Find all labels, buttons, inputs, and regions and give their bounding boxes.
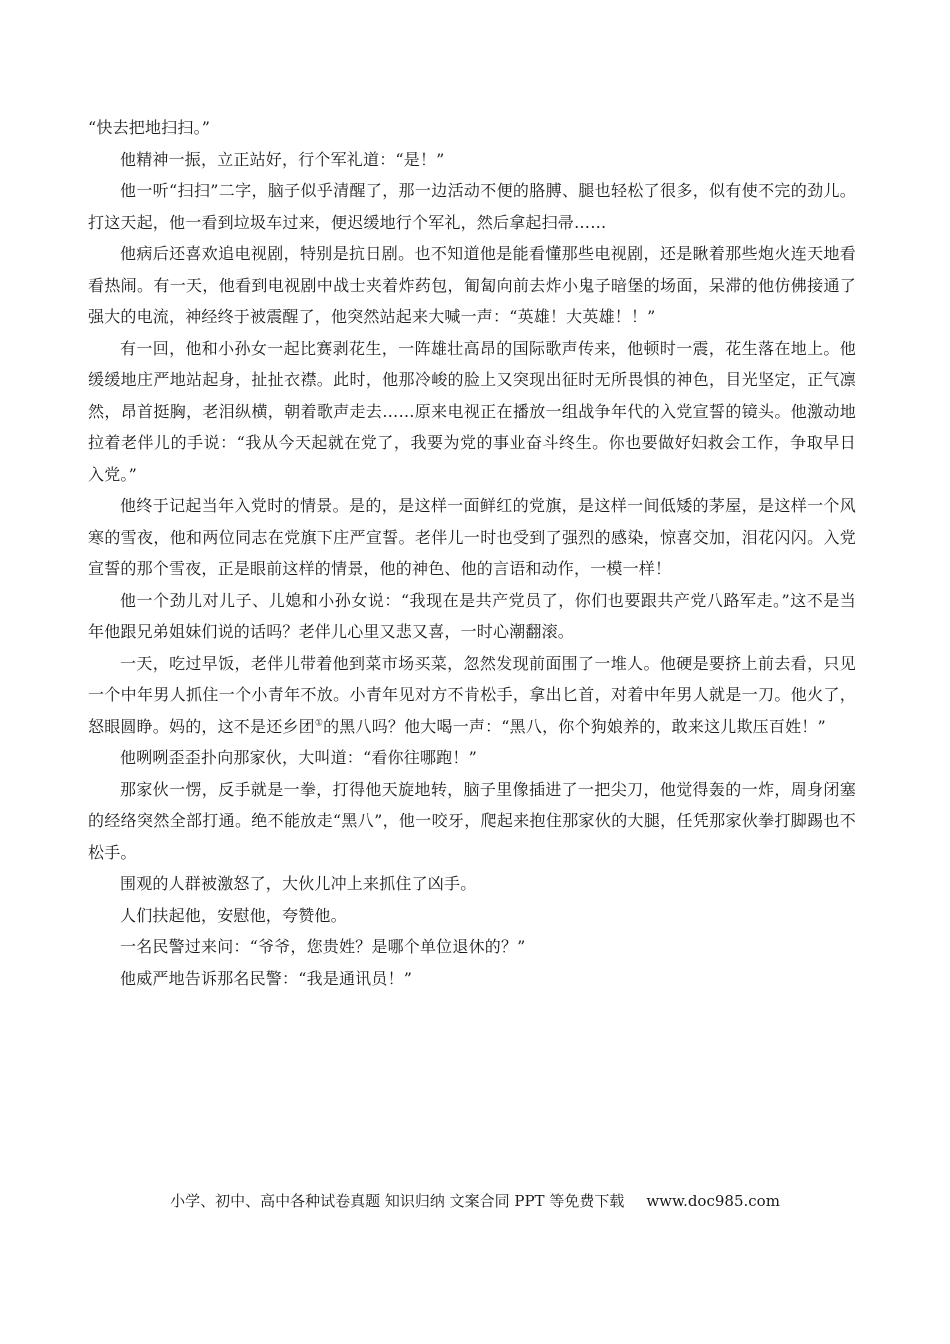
footnote-reference: ① <box>314 718 324 729</box>
paragraph: 有一回，他和小孙女一起比赛剥花生，一阵雄壮高昂的国际歌声传来，他顿时一震，花生落在地上。他缓缓地庄严地站起身，扯扯衣襟。此时，他那冷峻的脸上又突现出征时无所畏惧的神色，目光坚定，正气凛然，昂首挺胸，老泪纵横，朝着歌声走去……原来电视正在播放一组战争年代的入党宣誓的镜头。他激动地拉着老伴儿的手说：“我从今天起就在党了，我要为党的事业奋斗终生。你也要做好妇救会工作，争取早日入党。” <box>88 338 856 484</box>
paragraph: “快去把地扫扫。” <box>88 118 211 137</box>
paragraph-text: 一天，吃过早饭，老伴儿带着他到菜市场买菜，忽然发现前面围了一堆人。他硬是要挤上前去看，只见一个中年男人抓住一个小青年不放。小青年见对方不肯松手，拿出匕首，对着中年男人就是一刀。他火了，怒眼圆睁。妈的，这不是还乡团 <box>88 653 856 736</box>
paragraph: 他咧咧歪歪扑向那家伙，大叫道：“看你往哪跑！” <box>120 748 477 767</box>
paragraph: 他精神一振，立正站好，行个军礼道：“是！” <box>120 149 445 169</box>
paragraph: 他终于记起当年入党时的情景。是的，是这样一面鲜红的党旗，是这样一间低矮的茅屋，是这样一个风寒的雪夜，他和两位同志在党旗下庄严宣誓。老伴儿一时也受到了强烈的感染，惊喜交加，泪花闪闪。入党宣誓的那个雪夜，正是眼前这样的情景，他的神色、他的言语和动作，一模一样！ <box>88 496 856 578</box>
footer-text: 小学、初中、高中各种试卷真题 知识归纳 文案合同 PPT 等免费下载 <box>170 1192 625 1210</box>
paragraph: 围观的人群被激怒了，大伙儿冲上来抓住了凶手。 <box>120 874 477 893</box>
paragraph <box>88 648 856 743</box>
paragraph: 他病后还喜欢追电视剧，特别是抗日剧。也不知道他是能看懂那些电视剧，还是瞅着那些炮火连天地看看热闹。有一天，他看到电视剧中战士夹着炸药包，匍匐向前去炸小鬼子暗堡的场面，呆滞的他仿佛接通了强大的电流，神经终于被震醒了，他突然站起来大喊一声：“英雄！大英雄！！” <box>88 244 856 326</box>
page-footer <box>0 1190 950 1211</box>
paragraph: 他一个劲儿对儿子、儿媳和小孙女说：“我现在是共产党员了，你们也要跟共产党八路军走。”这不是当年他跟兄弟姐妹们说的话吗？老伴儿心里又悲又喜，一时心潮翻滚。 <box>88 590 856 641</box>
paragraph: 他一听“扫扫”二字，脑子似乎清醒了，那一边活动不便的胳膊、腿也轻松了很多，似有使不完的劲儿。打这天起，他一看到垃圾车过来，便迟缓地行个军礼，然后拿起扫帚…… <box>88 181 856 232</box>
paragraph: 他威严地告诉那名民警：“我是通讯员！” <box>120 968 413 988</box>
footer-site-link[interactable]: www.doc985.com <box>646 1192 780 1210</box>
paragraph: 那家伙一愣，反手就是一拳，打得他天旋地转，脑子里像插进了一把尖刀，他觉得轰的一炸，周身闭塞的经络突然全部打通。绝不能放走“黑八”，他一咬牙，爬起来抱住那家伙的大腿，任凭那家伙拳打脚踢也不松手。 <box>88 779 856 862</box>
article-body <box>88 112 856 994</box>
paragraph-text: 的黑八吗？他大喝一声：“黑八，你个狗娘养的，敢来这儿欺压百姓！” <box>323 716 826 736</box>
paragraph: 人们扶起他，安慰他，夸赞他。 <box>120 905 347 925</box>
paragraph: 一名民警过来问：“爷爷，您贵姓？是哪个单位退休的？” <box>120 937 526 956</box>
